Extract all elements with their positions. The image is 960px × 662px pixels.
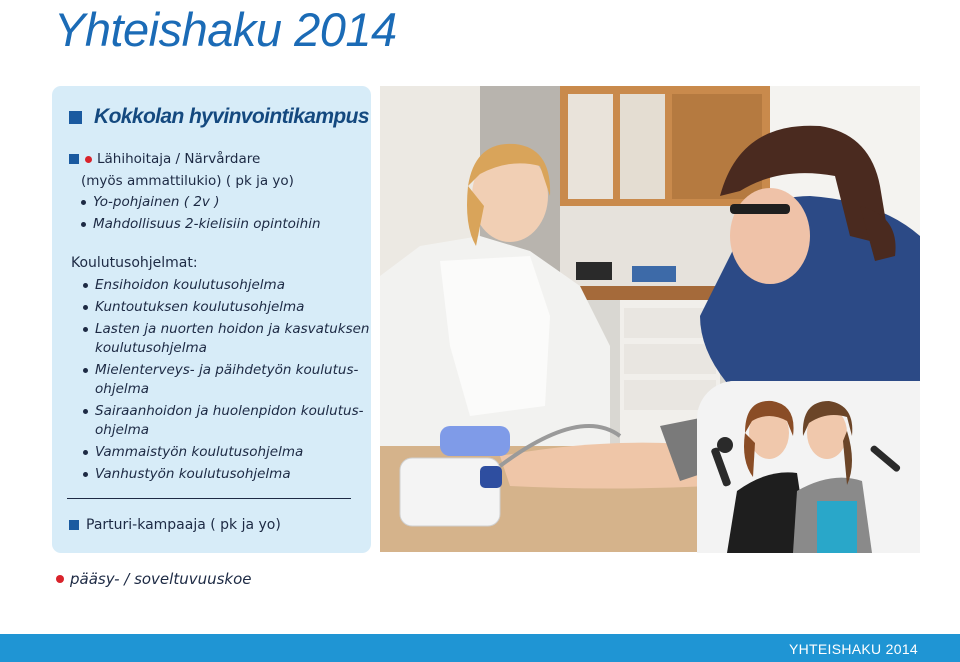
footer-bar — [0, 634, 960, 662]
barber-program — [69, 516, 281, 534]
list-item: Vanhustyön koulutusohjelma — [83, 465, 369, 484]
programs-list — [83, 276, 369, 487]
barber-students-illustration — [697, 381, 920, 553]
red-dot-icon — [56, 575, 64, 583]
square-bullet-icon — [69, 154, 79, 164]
list-item: Vammaistyön koulutusohjelma — [83, 443, 369, 462]
barber-students-photo — [697, 381, 920, 553]
entrance-note-text: pääsy- / soveltuvuuskoe — [70, 570, 252, 588]
line-text: (myös ammattilukio) ( pk ja yo) — [81, 173, 294, 189]
list-item: Sairaanhoidon ja huolenpidon koulutus- ohjelma — [83, 402, 369, 440]
entrance-note — [56, 570, 252, 588]
line-text: Yo-pohjainen ( 2v ) — [93, 194, 220, 210]
campus-heading-text: Kokkolan hyvinvointikampus — [94, 105, 369, 128]
program-line-lahihoitaja — [69, 150, 260, 168]
info-panel — [52, 86, 371, 553]
bullet-icon — [81, 222, 86, 227]
campus-heading — [69, 105, 371, 129]
list-item: Mielenterveys- ja päihdetyön koulutus- ohjelma — [83, 361, 369, 399]
square-bullet-icon — [69, 111, 82, 124]
list-item: Ensihoidon koulutusohjelma — [83, 276, 369, 295]
square-bullet-icon — [69, 520, 79, 530]
line-text: Mahdollisuus 2-kielisiin opintoihin — [93, 216, 321, 232]
program-line-yo — [81, 193, 219, 211]
programs-label: Koulutusohjelmat: — [71, 255, 198, 271]
page-title: Yhteishaku 2014 — [54, 3, 397, 56]
list-item: Lasten ja nuorten hoidon ja kasvatuksen koulutusohjelma — [83, 320, 369, 358]
line-text: Lähihoitaja / Närvårdare — [97, 151, 261, 167]
line-text: Parturi-kampaaja ( pk ja yo) — [86, 517, 281, 533]
program-line-bilingual — [81, 215, 321, 233]
list-item: Kuntoutuksen koulutusohjelma — [83, 298, 369, 317]
divider — [67, 498, 351, 499]
red-dot-icon — [85, 156, 92, 163]
program-line-note — [81, 172, 294, 190]
bullet-icon — [81, 200, 86, 205]
footer-text: YHTEISHAKU 2014 — [789, 641, 918, 657]
